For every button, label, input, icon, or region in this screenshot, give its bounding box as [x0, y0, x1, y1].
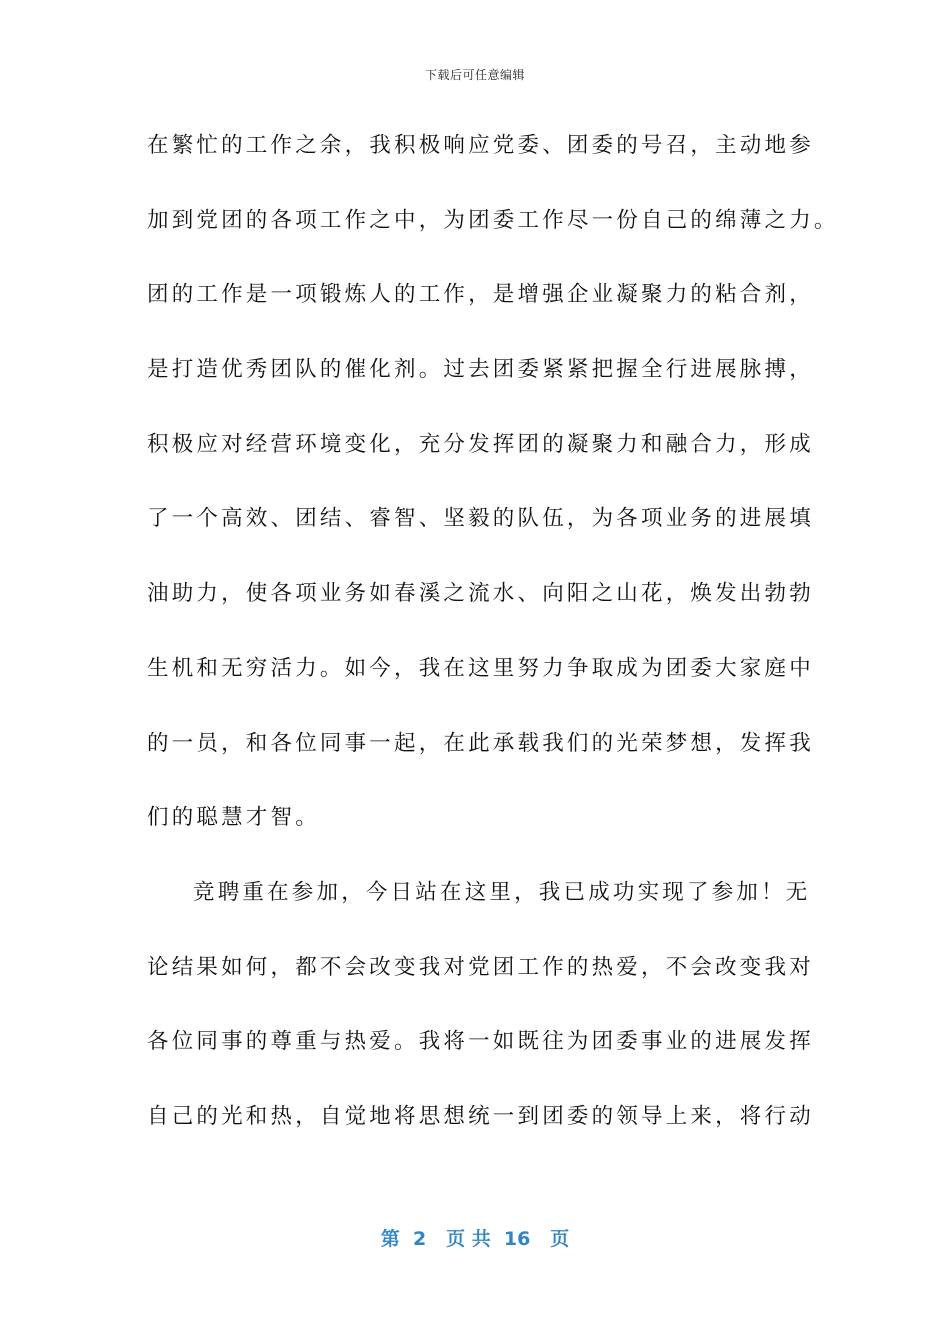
text-line: 积极应对经营环境变化，充分发挥团的凝聚力和融合力，形成 [147, 431, 814, 457]
text-line: 团的工作是一项锻炼人的工作，是增强企业凝聚力的粘合剂， [147, 282, 814, 308]
text-line: 油助力，使各项业务如春溪之流水、向阳之山花，焕发出勃勃 [147, 581, 814, 607]
text-line: 加到党团的各项工作之中，为团委工作尽一份自己的绵薄之力。 [147, 207, 839, 233]
text-line: 们的聪慧才智。 [147, 805, 320, 831]
text-line: 自己的光和热，自觉地将思想统一到团委的领导上来，将行动 [147, 1103, 814, 1129]
document-body [147, 124, 839, 1170]
paragraph-start-line: 竞聘重在参加，今日站在这里，我已成功实现了参加！无 [193, 879, 811, 905]
page-header: 下载后可任意编辑 [424, 68, 525, 82]
text-line: 各位同事的尊重与热爱。我将一如既往为团委事业的进展发挥 [147, 1029, 814, 1055]
text-line: 的一员，和各位同事一起，在此承载我们的光荣梦想，发挥我 [147, 730, 814, 756]
text-line: 了一个高效、团结、睿智、坚毅的队伍，为各项业务的进展填 [147, 506, 814, 532]
text-line: 论结果如何，都不会改变我对党团工作的热爱，不会改变我对 [147, 954, 814, 980]
text-line: 在繁忙的工作之余，我积极响应党委、团委的号召，主动地参 [147, 133, 814, 158]
page-number-footer: 第 2 页 共 16 页 [380, 1228, 570, 1250]
text-line: 是打造优秀团队的催化剂。过去团委紧紧把握全行进展脉搏， [147, 357, 814, 383]
text-line: 生机和无穷活力。如今，我在这里努力争取成为团委大家庭中 [147, 655, 814, 681]
